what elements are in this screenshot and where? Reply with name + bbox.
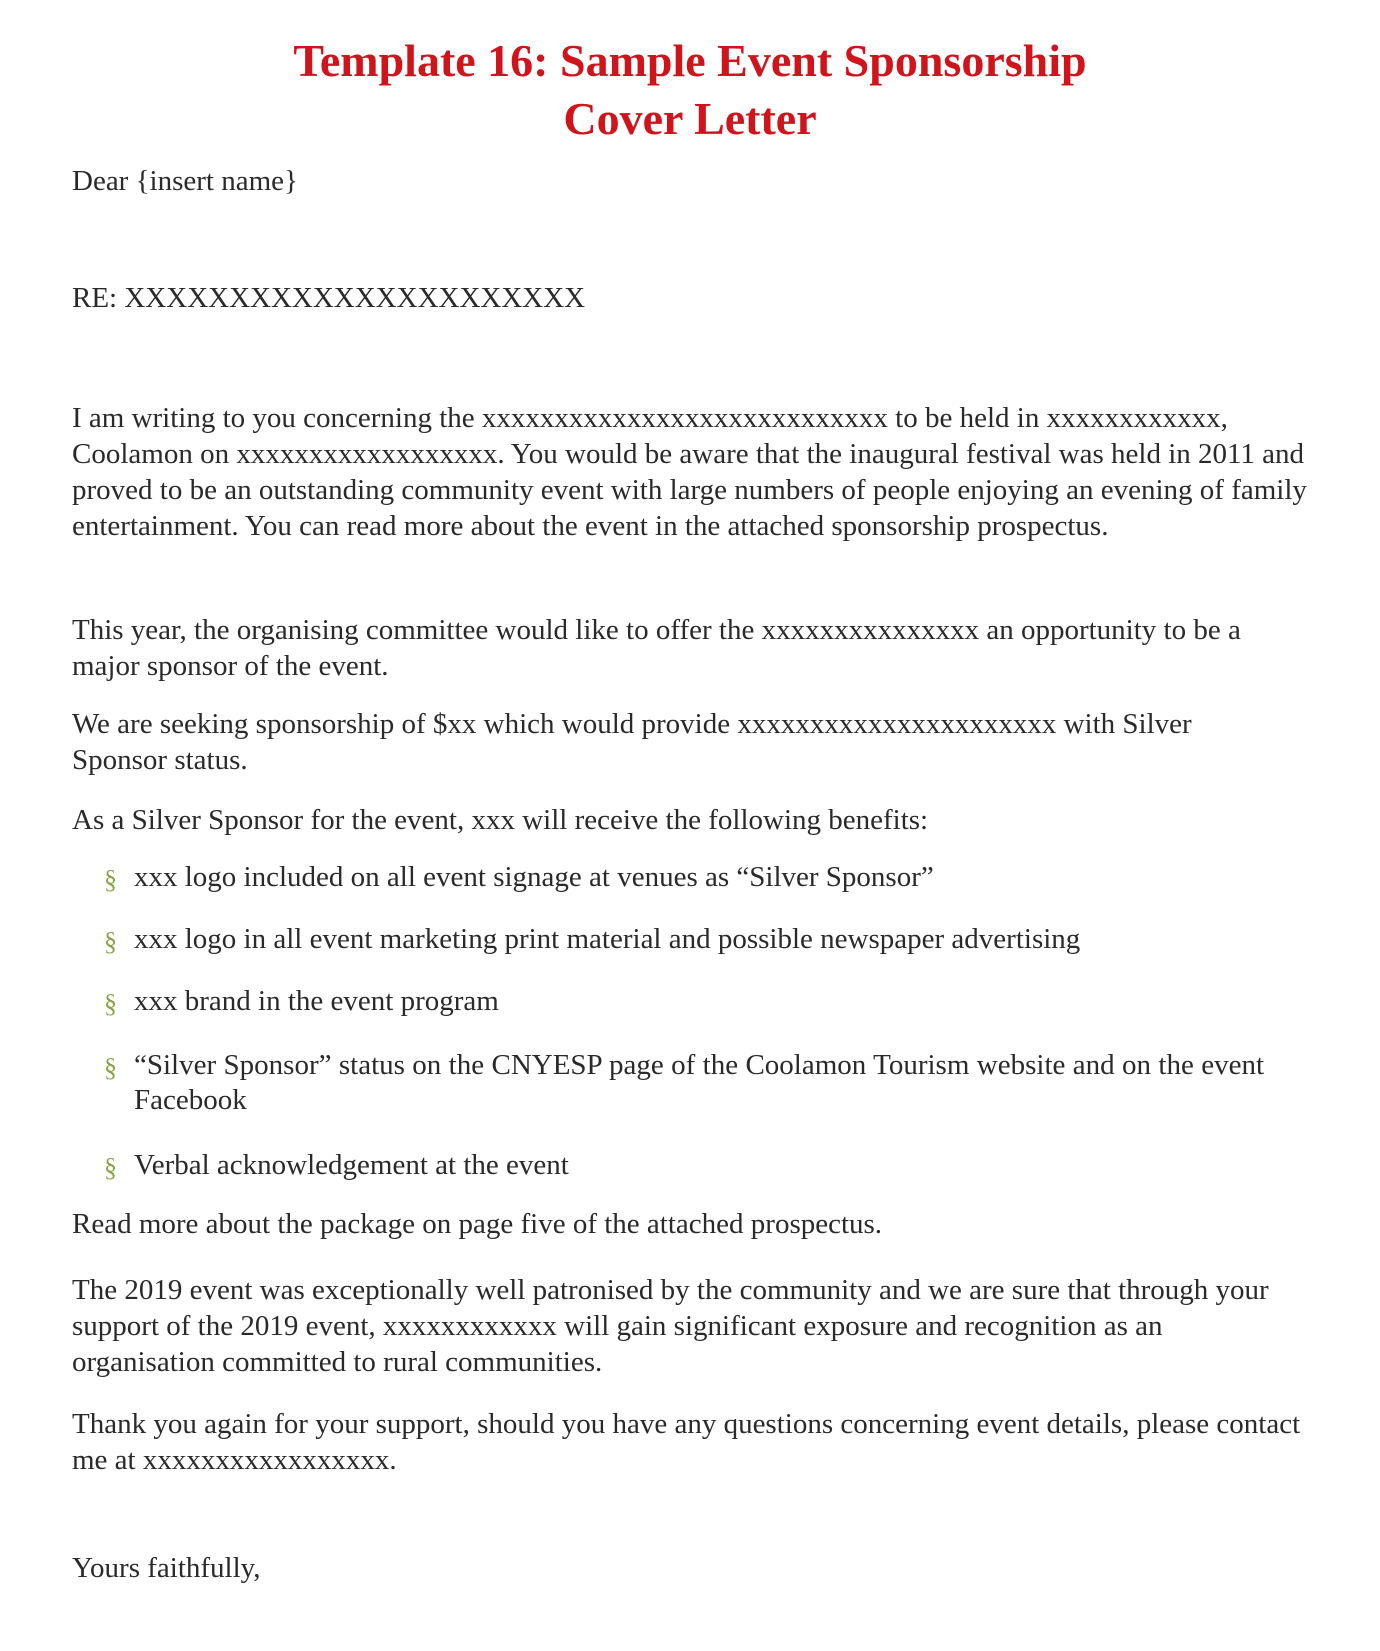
section-sign-icon: § (104, 927, 117, 956)
benefit-item (104, 984, 499, 1019)
page-title-line-1: Template 16: Sample Event Sponsorship (293, 35, 1087, 86)
paragraph-introduction: I am writing to you concerning the xxxxxxxxxxxxxxxxxxxxxxxxxxxx to be held in xxxxxxxxxxxx, Coolamon on xxxxxxxxxxxxxxxxxx. You would be aware that the inaugural festival was held in 2011 and proved to be an outstanding community event with large numbers of people enjoying an evening of family entertainment. You can read more about the event in the attached sponsorship prospectus. (72, 402, 1307, 542)
benefit-text: Verbal acknowledgement at the event (134, 1149, 569, 1181)
benefit-text: “Silver Sponsor” status on the CNYESP page of the Coolamon Tourism website and on the event Facebook (134, 1049, 1264, 1116)
letter-greeting: Dear {insert name} (72, 165, 298, 197)
benefit-text: xxx logo in all event marketing print material and possible newspaper advertising (134, 923, 1081, 955)
benefit-text: xxx logo included on all event signage at venues as “Silver Sponsor” (134, 861, 934, 893)
section-sign-icon: § (104, 1053, 117, 1082)
letter-closing: Yours faithfully, (72, 1552, 261, 1584)
benefit-item (104, 922, 1080, 957)
paragraph-thanks-contact: Thank you again for your support, should you have any questions concerning event details, please contact me at xxxxxxxxxxxxxxxxx. (72, 1408, 1301, 1476)
section-sign-icon: § (104, 1153, 117, 1182)
benefit-item (104, 1048, 1264, 1118)
benefit-item (104, 860, 934, 895)
paragraph-sponsorship-amount: We are seeking sponsorship of $xx which would provide xxxxxxxxxxxxxxxxxxxxxx with Silver Sponsor status. (72, 708, 1192, 776)
paragraph-past-event: The 2019 event was exceptionally well patronised by the community and we are sure that through your support of the 2019 event, xxxxxxxxxxxx will gain significant exposure and recognition as an organisation committed to rural communities. (72, 1274, 1269, 1378)
paragraph-benefits-intro: As a Silver Sponsor for the event, xxx will receive the following benefits: (72, 804, 929, 836)
section-sign-icon: § (104, 989, 117, 1018)
page-title-line-2: Cover Letter (563, 93, 817, 144)
paragraph-package-reference: Read more about the package on page five of the attached prospectus. (72, 1208, 883, 1240)
letter-subject-line: RE: XXXXXXXXXXXXXXXXXXXXXX (72, 282, 586, 314)
benefit-item (104, 1148, 569, 1183)
paragraph-offer: This year, the organising committee would like to offer the xxxxxxxxxxxxxxx an opportunity to be a major sponsor of the event. (72, 614, 1241, 682)
section-sign-icon: § (104, 865, 117, 894)
benefit-text: xxx brand in the event program (134, 985, 499, 1017)
